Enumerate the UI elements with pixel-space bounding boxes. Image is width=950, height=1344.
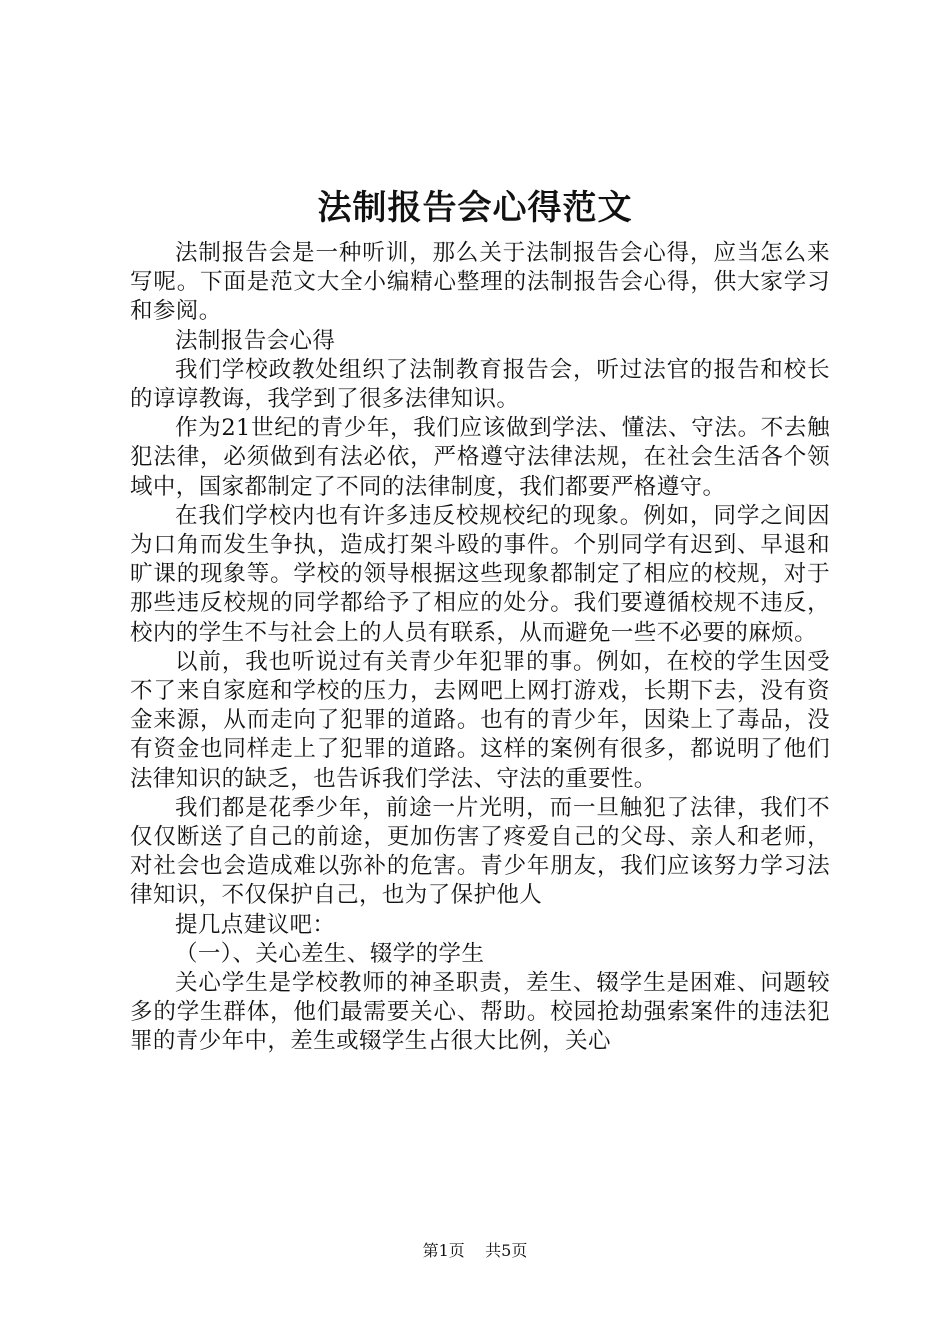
page-footer bbox=[0, 1240, 950, 1262]
paragraph: 我们学校政教处组织了法制教育报告会，听过法官的报告和校长的谆谆教诲，我学到了很多法律知识。 bbox=[130, 356, 830, 413]
paragraph: 我们都是花季少年，前途一片光明，而一旦触犯了法律，我们不仅仅断送了自己的前途，更加伤害了疼爱自己的父母、亲人和老师，对社会也会造成难以弥补的危害。青少年朋友，我们应该努力学习法律知识，不仅保护自己，也为了保护他人 bbox=[130, 794, 830, 909]
document-body bbox=[130, 239, 830, 1057]
page-number: 第1页 bbox=[422, 1241, 465, 1260]
document-title: 法制报告会心得范文 bbox=[317, 188, 633, 228]
paragraph-intro: 法制报告会是一种听训，那么关于法制报告会心得，应当怎么来写呢。下面是范文大全小编精心整理的法制报告会心得，供大家学习和参阅。 bbox=[130, 240, 830, 325]
page-spacer bbox=[470, 1241, 480, 1260]
paragraph: 关心学生是学校教师的神圣职责，差生、辍学生是困难、问题较多的学生群体，他们最需要关心、帮助。校园抢劫强索案件的违法犯罪的青少年中，差生或辍学生占很大比例，关心 bbox=[130, 970, 830, 1055]
page-total: 共5页 bbox=[485, 1241, 528, 1260]
section-heading: 法制报告会心得 bbox=[175, 327, 336, 354]
paragraph: 作为21世纪的青少年，我们应该做到学法、懂法、守法。不去触犯法律，必须做到有法必依，严格遵守法律法规，在社会生活各个领域中，国家都制定了不同的法律制度，我们都要严格遵守。 bbox=[130, 415, 830, 500]
paragraph: 在我们学校内也有许多违反校规校纪的现象。例如，同学之间因为口角而发生争执，造成打架斗殴的事件。个别同学有迟到、早退和旷课的现象等。学校的领导根据这些现象都制定了相应的校规，对于那些违反校规的同学都给予了相应的处分。我们要遵循校规不违反，校内的学生不与社会上的人员有联系，从而避免一些不必要的麻烦。 bbox=[130, 502, 830, 646]
subsection-heading: （一）、关心差生、辍学的学生 bbox=[175, 940, 485, 967]
paragraph: 以前，我也听说过有关青少年犯罪的事。例如，在校的学生因受不了来自家庭和学校的压力，去网吧上网打游戏，长期下去，没有资金来源，从而走向了犯罪的道路。也有的青少年，因染上了毒品，没有资金也同样走上了犯罪的道路。这样的案例有很多，都说明了他们法律知识的缺乏，也告诉我们学法、守法的重要性。 bbox=[130, 648, 830, 792]
paragraph: 提几点建议吧： bbox=[175, 911, 336, 938]
